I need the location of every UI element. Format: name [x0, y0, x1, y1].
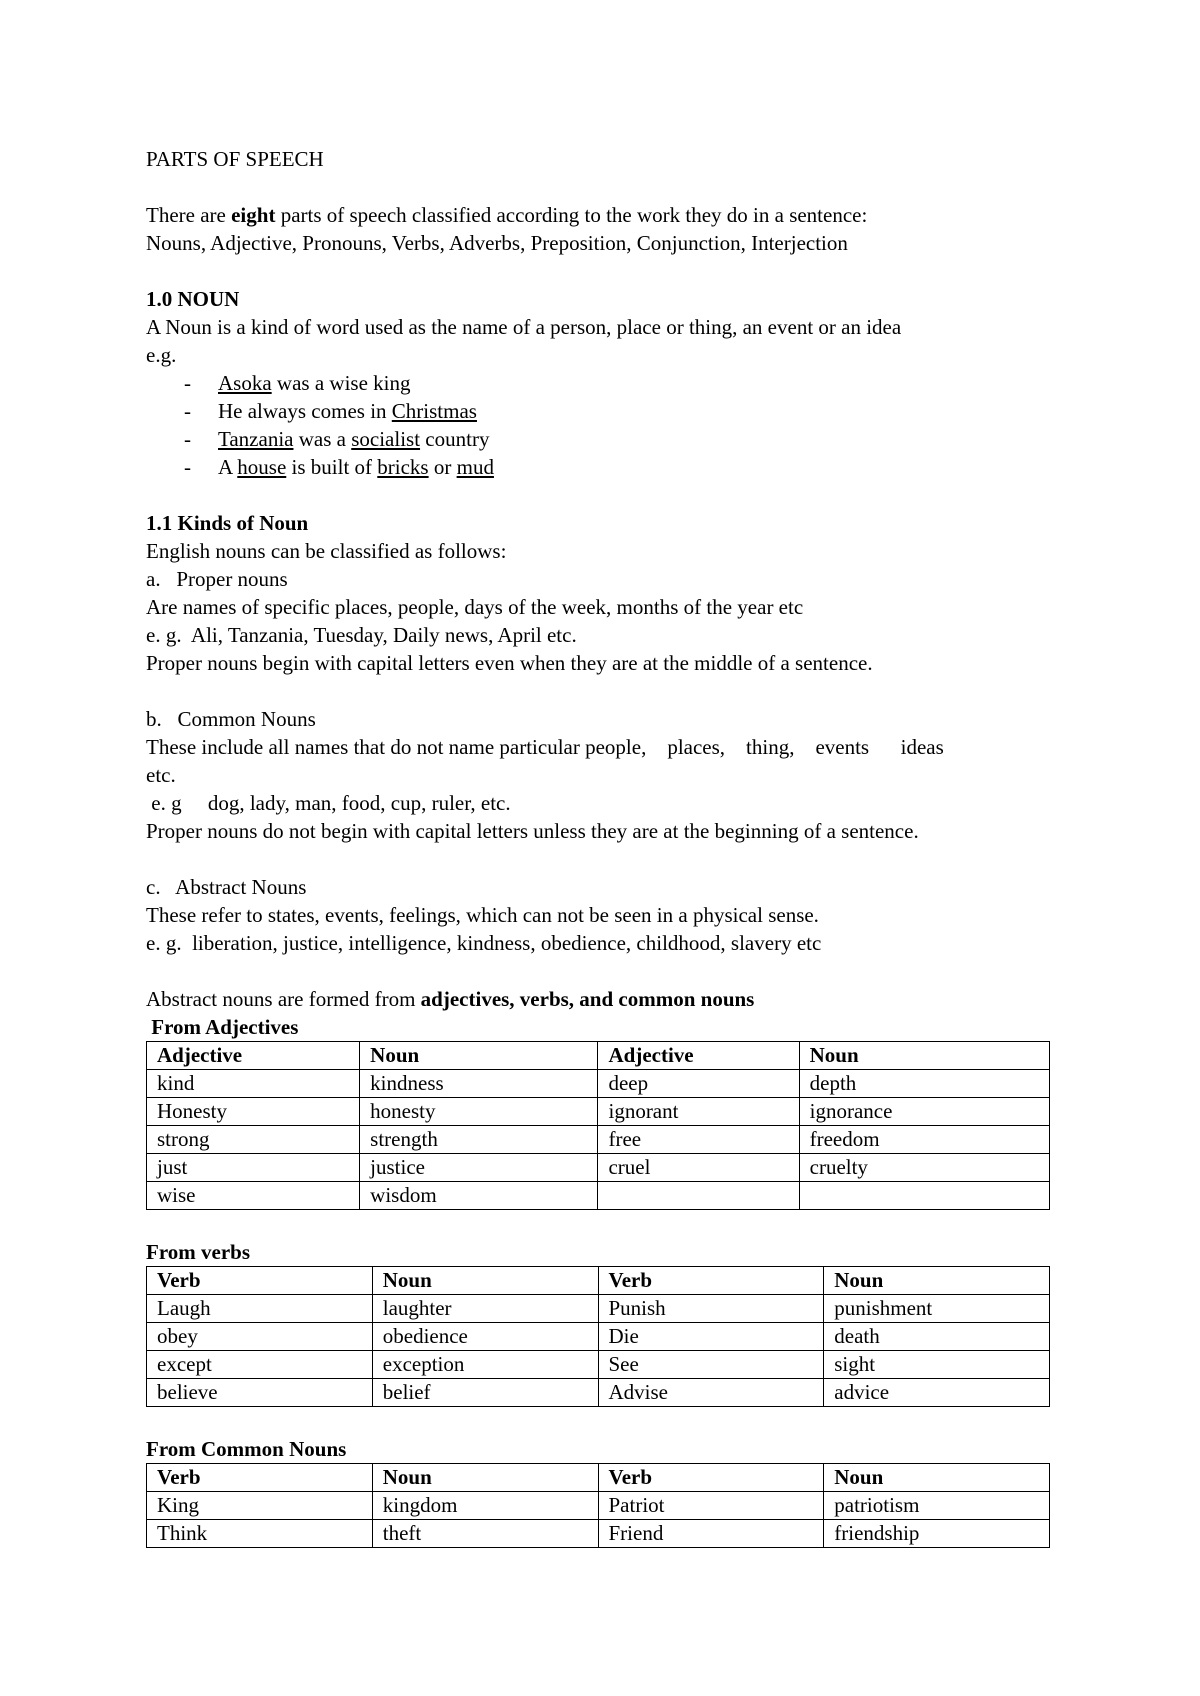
table-cell: just	[147, 1154, 360, 1182]
tables-container	[146, 1013, 1064, 1548]
example-text: A	[218, 455, 238, 479]
noun-definition: A Noun is a kind of word used as the name of a person, place or thing, an event or an idea	[146, 315, 902, 339]
parts-list: Nouns, Adjective, Pronouns, Verbs, Adverbs, Preposition, Conjunction, Interjection	[146, 231, 848, 255]
table-cell: kingdom	[372, 1492, 598, 1520]
table-cell: depth	[799, 1070, 1049, 1098]
kinds-intro: English nouns can be classified as follows:	[146, 539, 507, 563]
table-caption: From Adjectives	[146, 1015, 299, 1039]
noun-example-item	[184, 453, 1064, 481]
proper-nouns-eg: e. g. Ali, Tanzania, Tuesday, Daily news, April etc.	[146, 623, 577, 647]
table-header-cell: Noun	[360, 1042, 598, 1070]
table-header-cell: Noun	[824, 1464, 1050, 1492]
table-row	[147, 1295, 1050, 1323]
table-row	[147, 1126, 1050, 1154]
table-row	[147, 1520, 1050, 1548]
document-page	[146, 145, 1064, 1548]
underlined-noun: mud	[456, 455, 494, 479]
table-cell: exception	[372, 1351, 598, 1379]
table-cell: Think	[147, 1520, 373, 1548]
table-cell: except	[147, 1351, 373, 1379]
table-cell: Punish	[598, 1295, 824, 1323]
table-cell: patriotism	[824, 1492, 1050, 1520]
table-header-row	[147, 1464, 1050, 1492]
table-header-cell: Adjective	[598, 1042, 799, 1070]
table-header-cell: Verb	[598, 1464, 824, 1492]
noun-eg-label: e.g.	[146, 343, 177, 367]
table-cell: justice	[360, 1154, 598, 1182]
table-cell: Laugh	[147, 1295, 373, 1323]
table-cell: wisdom	[360, 1182, 598, 1210]
table-row	[147, 1492, 1050, 1520]
table-cell: ignorant	[598, 1098, 799, 1126]
noun-formation-table	[146, 1041, 1050, 1210]
table-cell: strength	[360, 1126, 598, 1154]
noun-examples-list	[146, 369, 1064, 481]
table-header-cell: Verb	[147, 1267, 373, 1295]
common-nouns-label: b. Common Nouns	[146, 707, 316, 731]
table-caption: From Common Nouns	[146, 1437, 347, 1461]
table-cell: kindness	[360, 1070, 598, 1098]
table-cell: kind	[147, 1070, 360, 1098]
table-cell: wise	[147, 1182, 360, 1210]
table-cell: See	[598, 1351, 824, 1379]
underlined-noun: Christmas	[391, 399, 477, 423]
table-header-row	[147, 1267, 1050, 1295]
noun-formation-table	[146, 1463, 1050, 1548]
table-cell: sight	[824, 1351, 1050, 1379]
table-cell: strong	[147, 1126, 360, 1154]
underlined-noun: bricks	[377, 455, 429, 479]
table-cell: friendship	[824, 1520, 1050, 1548]
table-cell: Die	[598, 1323, 824, 1351]
table-cell: Friend	[598, 1520, 824, 1548]
table-header-cell: Noun	[372, 1464, 598, 1492]
common-nouns-desc: These include all names that do not name particular people, places, thing, events ideas	[146, 735, 944, 759]
table-row	[147, 1070, 1050, 1098]
table-cell: Patriot	[598, 1492, 824, 1520]
table-caption: From verbs	[146, 1240, 251, 1264]
example-text: He always comes in	[218, 399, 392, 423]
table-row	[147, 1351, 1050, 1379]
underlined-noun: Asoka	[218, 371, 272, 395]
table-cell: laughter	[372, 1295, 598, 1323]
table-row	[147, 1323, 1050, 1351]
table-cell: belief	[372, 1379, 598, 1407]
table-cell: death	[824, 1323, 1050, 1351]
table-cell: deep	[598, 1070, 799, 1098]
table-header-cell: Noun	[372, 1267, 598, 1295]
table-cell: obedience	[372, 1323, 598, 1351]
page-title: PARTS OF SPEECH	[146, 147, 324, 171]
table-row	[147, 1154, 1050, 1182]
table-cell: theft	[372, 1520, 598, 1548]
table-header-cell: Adjective	[147, 1042, 360, 1070]
common-nouns-eg: e. g dog, lady, man, food, cup, ruler, etc.	[146, 791, 511, 815]
table-header-cell: Verb	[598, 1267, 824, 1295]
common-nouns-rule: Proper nouns do not begin with capital letters unless they are at the beginning of a sentence.	[146, 819, 919, 843]
noun-heading: 1.0 NOUN	[146, 287, 240, 311]
noun-example-item	[184, 425, 1064, 453]
underlined-noun: socialist	[351, 427, 421, 451]
intro-bold-word: eight	[231, 203, 276, 227]
table-cell: obey	[147, 1323, 373, 1351]
table-cell: honesty	[360, 1098, 598, 1126]
table-header-cell: Noun	[799, 1042, 1049, 1070]
formation-sentence: Abstract nouns are formed from adjectives, verbs, and common nouns	[146, 987, 755, 1011]
table-cell: Advise	[598, 1379, 824, 1407]
noun-formation-table	[146, 1266, 1050, 1407]
noun-example-item	[184, 397, 1064, 425]
table-row	[147, 1098, 1050, 1126]
table-cell: cruelty	[799, 1154, 1049, 1182]
table-cell: free	[598, 1126, 799, 1154]
table-cell: ignorance	[799, 1098, 1049, 1126]
example-text: country	[420, 427, 490, 451]
example-text: was a wise king	[271, 371, 411, 395]
table-cell: advice	[824, 1379, 1050, 1407]
table-header-cell: Verb	[147, 1464, 373, 1492]
abstract-nouns-eg: e. g. liberation, justice, intelligence, kindness, obedience, childhood, slavery etc	[146, 931, 822, 955]
abstract-nouns-label: c. Abstract Nouns	[146, 875, 307, 899]
proper-nouns-desc: Are names of specific places, people, days of the week, months of the year etc	[146, 595, 804, 619]
example-text: or	[428, 455, 457, 479]
example-text: was a	[293, 427, 352, 451]
table-header-row	[147, 1042, 1050, 1070]
proper-nouns-rule: Proper nouns begin with capital letters even when they are at the middle of a sentence.	[146, 651, 873, 675]
table-row	[147, 1379, 1050, 1407]
table-cell: King	[147, 1492, 373, 1520]
table-cell: freedom	[799, 1126, 1049, 1154]
noun-example-item	[184, 369, 1064, 397]
kinds-heading: 1.1 Kinds of Noun	[146, 511, 309, 535]
table-row	[147, 1182, 1050, 1210]
table-cell: believe	[147, 1379, 373, 1407]
table-cell	[799, 1182, 1049, 1210]
table-cell: punishment	[824, 1295, 1050, 1323]
table-cell: Honesty	[147, 1098, 360, 1126]
table-header-cell: Noun	[824, 1267, 1050, 1295]
example-text: is built of	[286, 455, 378, 479]
formation-bold: adjectives, verbs, and common nouns	[420, 987, 755, 1011]
underlined-noun: house	[237, 455, 287, 479]
common-nouns-desc-cont: etc.	[146, 763, 176, 787]
underlined-noun: Tanzania	[218, 427, 294, 451]
abstract-nouns-desc: These refer to states, events, feelings, which can not be seen in a physical sense.	[146, 903, 819, 927]
table-cell: cruel	[598, 1154, 799, 1182]
intro-sentence: There are eight parts of speech classified according to the work they do in a sentence:	[146, 203, 868, 227]
table-cell	[598, 1182, 799, 1210]
proper-nouns-label: a. Proper nouns	[146, 567, 288, 591]
